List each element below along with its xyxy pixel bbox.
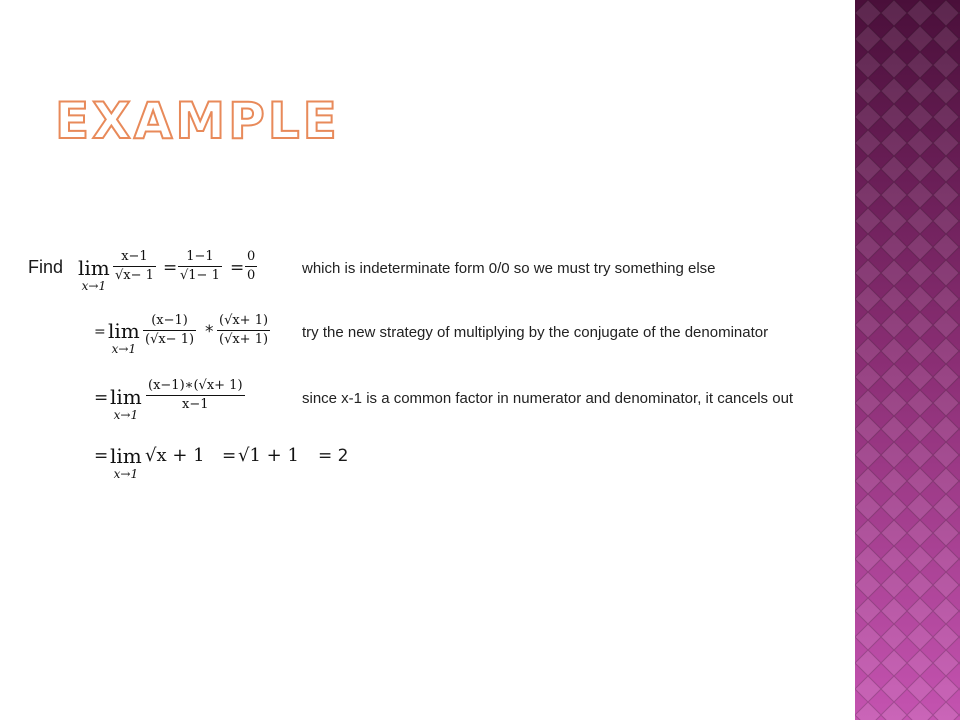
limit-operator: lim x→1 xyxy=(110,385,142,422)
equals-sign: = xyxy=(94,446,109,466)
equals-sign: = xyxy=(94,324,106,340)
fraction: (x−1) (√x− 1) xyxy=(145,313,195,347)
equals-sign: = xyxy=(163,258,178,278)
find-label: Find xyxy=(28,257,64,277)
equals-sign: = xyxy=(94,388,109,408)
limit-operator: lim x→1 xyxy=(110,444,142,481)
fraction: x−1 √x− 1 xyxy=(115,249,154,283)
limit-operator: lim x→1 xyxy=(78,256,110,293)
slide-title: EXAMPLE xyxy=(55,92,340,150)
expression: √x + 1 xyxy=(145,445,205,466)
equals-sign: = xyxy=(222,446,237,466)
multiply-sign: * xyxy=(205,322,214,342)
result: = 2 xyxy=(318,446,349,466)
step-note: which is indeterminate form 0/0 so we must try something else xyxy=(302,260,716,277)
limit-operator: lim x→1 xyxy=(108,319,140,356)
step-note: since x-1 is a common factor in numerator and denominator, it cancels out xyxy=(302,390,794,407)
expression: √1 + 1 xyxy=(238,445,299,466)
fraction: (x−1)∗(√x+ 1) x−1 xyxy=(148,378,243,412)
equals-sign: = xyxy=(230,258,245,278)
decorative-side-band xyxy=(855,0,960,720)
fraction: (√x+ 1) (√x+ 1) xyxy=(219,313,269,347)
step-note: try the new strategy of multiplying by the conjugate of the denominator xyxy=(302,324,769,341)
fraction: 0 0 xyxy=(247,249,256,283)
fraction: 1−1 √1− 1 xyxy=(180,249,220,283)
